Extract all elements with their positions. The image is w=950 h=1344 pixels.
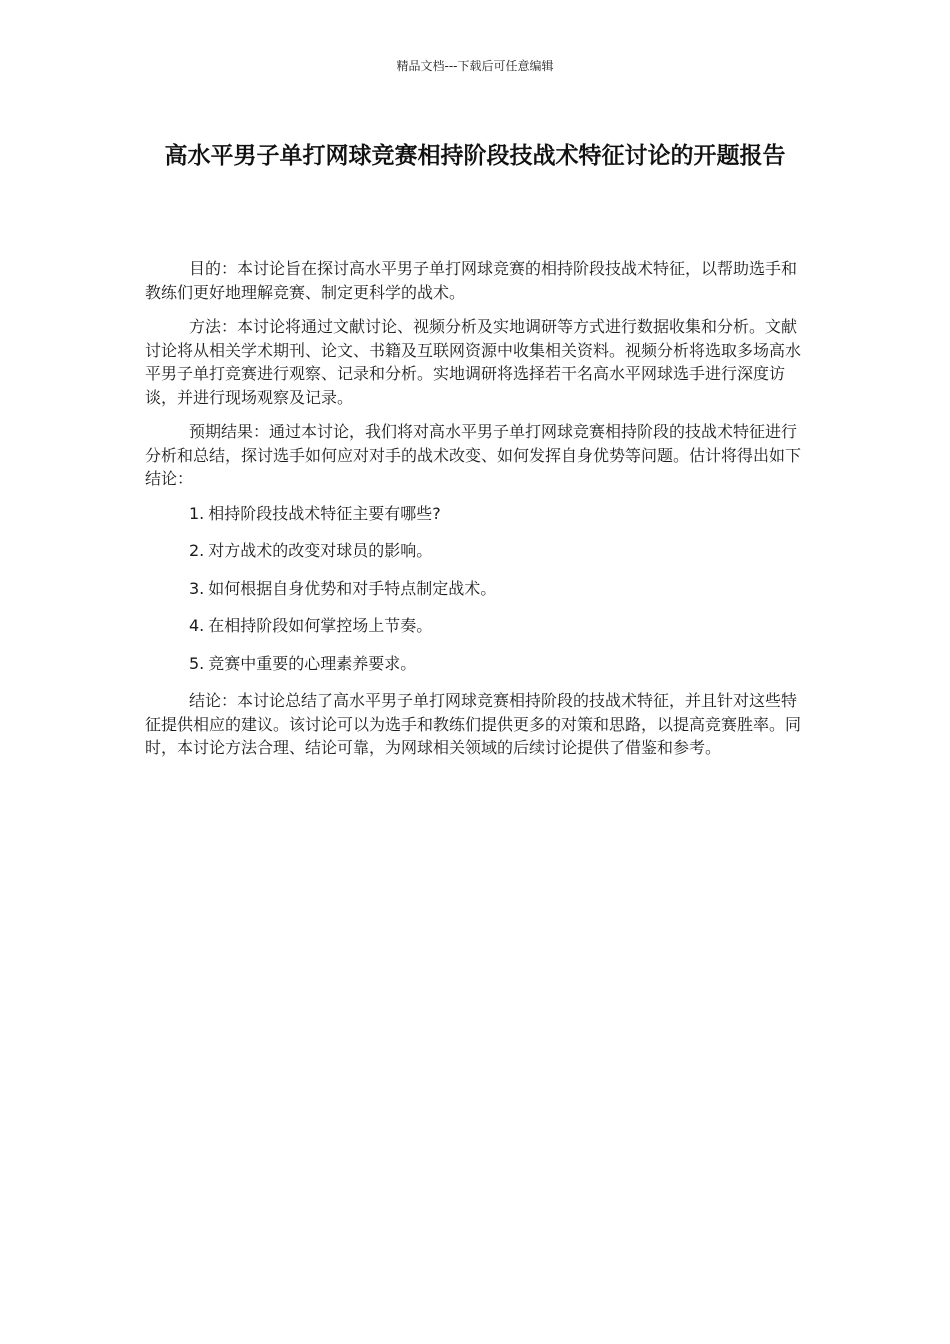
paragraph-conclusion: 结论：本讨论总结了高水平男子单打网球竞赛相持阶段的技战术特征，并且针对这些特征提供相应的建议。该讨论可以为选手和教练们提供更多的对策和思路，以提高竞赛胜率。同时，本讨论方法合理、结论可靠，为网球相关领域的后续讨论提供了借鉴和参考。: [145, 691, 802, 757]
list-item-text: 竞赛中重要的心理素养要求。: [208, 653, 417, 673]
list-item: [145, 614, 810, 638]
list-item: [145, 539, 810, 563]
list-item-text: 在相持阶段如何掌控场上节奏。: [208, 616, 433, 635]
list-item-number: 5.: [189, 653, 205, 673]
paragraph-expected-results: 预期结果：通过本讨论，我们将对高水平男子单打网球竞赛相持阶段的技战术特征进行分析和总结，探讨选手如何应对对手的战术改变、如何发挥自身优势等问题。估计将得出如下结论：: [145, 422, 802, 488]
list-item-number: 1.: [189, 503, 205, 523]
paragraph-purpose: 目的：本讨论旨在探讨高水平男子单打网球竞赛的相持阶段技战术特征，以帮助选手和教练们更好地理解竞赛、制定更科学的战术。: [145, 259, 798, 302]
list-item-number: 2.: [189, 541, 205, 560]
conclusions-list: [145, 502, 810, 676]
list-item: [145, 652, 810, 676]
list-item-number: 3.: [189, 578, 205, 598]
list-item-text: 如何根据自身优势和对手特点制定战术。: [208, 578, 497, 598]
list-item-text: 对方战术的改变对球员的影响。: [208, 541, 433, 560]
list-item: [145, 502, 810, 526]
paragraph-method: 方法：本讨论将通过文献讨论、视频分析及实地调研等方式进行数据收集和分析。文献讨论将从相关学术期刊、论文、书籍及互联网资源中收集相关资料。视频分析将选取多场高水平男子单打竞赛进行观察、记录和分析。实地调研将选择若干名高水平网球选手进行深度访谈，并进行现场观察及记录。: [145, 317, 802, 407]
list-item-number: 4.: [189, 616, 205, 635]
document-body: [145, 257, 810, 771]
list-item: [145, 577, 810, 601]
document-title: 高水平男子单打网球竞赛相持阶段技战术特征讨论的开题报告: [164, 143, 786, 169]
list-item-text: 相持阶段技战术特征主要有哪些?: [208, 503, 441, 523]
header-note: 精品文档---下载后可任意编辑: [396, 59, 554, 73]
